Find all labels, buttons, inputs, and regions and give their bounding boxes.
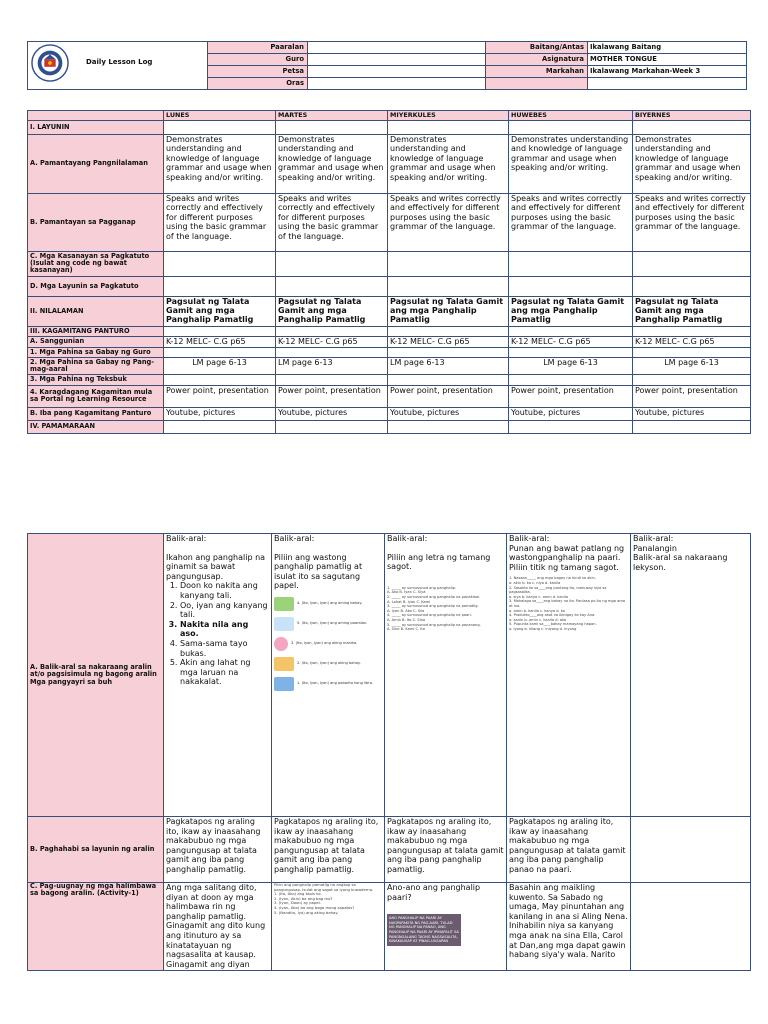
- cell[interactable]: LM page 6-13: [164, 358, 276, 375]
- cell[interactable]: [633, 252, 751, 277]
- paghahabi-label: B. Paghahabi sa layunin ng aralin: [28, 817, 164, 883]
- kasanayan-label: C. Mga Kasanayan sa Pagkatuto (Isulat ang code ng bawat kasanayan): [28, 252, 164, 277]
- cell[interactable]: [276, 252, 388, 277]
- quiz-image: 1. _____ ay sumusunod ang panghalip. A. Ako B. Iyan C. Siyá 2. _____ ay sumusunod ang panghalip na panaklaw. A. Lahat B. Iyon C. Kami 3. _____ ay sumusunod ang panghalip na pamatlig. A. Iyan B. Ako C. Sila 4. _____ ay sumusunod ang panghalip na paari. A. Amin B. Ito C. Sino 5. _____ ay sumusunod ang panghalip na pananong. A. Sino B. Kami C. Ito: [387, 585, 481, 632]
- cell[interactable]: [633, 420, 751, 433]
- cell[interactable]: Pagkatapos ng araling ito, ikaw ay inaasahang makabubuo ng mga pangungusap at talata gamit ang iba pang panghalip pamatlig.: [385, 817, 507, 883]
- cell-head: Balik-aral:: [387, 534, 428, 543]
- worksheet-item: 4. (Ito, Iyon, Iyan) ang aming bahay.: [274, 597, 382, 611]
- day-header: HUWEBES: [509, 111, 633, 121]
- cell[interactable]: Power point, presentation: [388, 385, 509, 407]
- petsa-value[interactable]: [308, 66, 486, 78]
- cell[interactable]: K-12 MELC- C.G p65: [388, 336, 509, 347]
- cell[interactable]: [509, 252, 633, 277]
- cell[interactable]: Youtube, pictures: [633, 407, 751, 420]
- day-header: LUNES: [164, 111, 276, 121]
- layunin-label: I. LAYUNIN: [28, 121, 164, 135]
- tuesday-balik-aral[interactable]: [272, 534, 385, 817]
- tuesday-activity[interactable]: [272, 883, 385, 971]
- nilalaman-label: II. NILALAMAN: [28, 296, 164, 326]
- cell[interactable]: LM page 6-13: [388, 358, 509, 375]
- list-item: 2. Oo, iyan ang kanyang tali.: [180, 601, 269, 620]
- cell[interactable]: [631, 817, 751, 883]
- cell[interactable]: Pagkatapos ng araling ito, ikaw ay inaasahang makabubuo ng mga pangungusap at talata gamit ang iba pang panghalip pamatlig.: [272, 817, 385, 883]
- cell[interactable]: [509, 375, 633, 385]
- pag-uugnay-label: C. Pag-uugnay ng mga halimbawa sa bagong aralin. (Activity-1): [28, 883, 164, 971]
- prayer-text: Panalangin: [633, 543, 677, 553]
- guro-value[interactable]: [308, 54, 486, 66]
- asignatura-value[interactable]: MOTHER TONGUE: [588, 54, 747, 66]
- oras-label: Oras: [208, 78, 308, 90]
- cell[interactable]: [388, 121, 509, 135]
- worksheet-item: 5. (Ito, Iyon, Iyan) ang aming paaralan.: [274, 617, 382, 631]
- cell[interactable]: Power point, presentation: [276, 385, 388, 407]
- cell-head: Balik-aral:: [166, 534, 207, 543]
- definition-image: ANG PANGHALIP NA PAARI AY NAGPAPAKITA NG PAG-AARI. TULAD NG PANGHALIP NA PANAO, ANG PANGHALIP NA PAARI AY IPINAPALIT SA PANGNGALANG TAONG NAGSASALITA, KINAKAUSAP AT PINAG-UUSAPAN: [387, 914, 461, 946]
- cell[interactable]: [164, 326, 276, 336]
- cell[interactable]: [388, 375, 509, 385]
- cell[interactable]: K-12 MELC- C.G p65: [633, 336, 751, 347]
- layunin-pagkatuto-label: D. Mga Layunin sa Pagkatuto: [28, 276, 164, 296]
- kagamitan-label: III. KAGAMITANG PANTURO: [28, 326, 164, 336]
- friday-balik-aral[interactable]: [631, 534, 751, 817]
- cell[interactable]: K-12 MELC- C.G p65: [276, 336, 388, 347]
- instructions: Ikahon ang panghalip na ginamit sa bawat pangungusap.: [166, 552, 266, 581]
- list-item: 3. Nakita nila ang aso.: [180, 620, 269, 639]
- lesson-table: [27, 110, 751, 434]
- asignatura-label: Asignatura: [486, 54, 588, 66]
- paaralan-label: Paaralan: [208, 42, 308, 54]
- question: Ano-ano ang panghalip paari?: [387, 883, 481, 902]
- cell[interactable]: Power point, presentation: [633, 385, 751, 407]
- cell[interactable]: [276, 375, 388, 385]
- cell[interactable]: [633, 326, 751, 336]
- cell[interactable]: Power point, presentation: [164, 385, 276, 407]
- cell[interactable]: [388, 420, 509, 433]
- cell[interactable]: Basahin ang maikling kuwento. Sa Sabado ng umaga, May pinuntahan ang kanilang in ana si Aling Nena. Inihabilin niya sa kanyang mga anak na sina Ella, Carol at Dan,ang mga dapat gawin habang siya'y wala. Narito: [507, 883, 631, 971]
- instructions: Piliin ang letra ng tamang sagot.: [387, 552, 491, 572]
- cell[interactable]: K-12 MELC- C.G p65: [509, 336, 633, 347]
- cell[interactable]: LM page 6-13: [633, 358, 751, 375]
- cell[interactable]: [164, 347, 276, 357]
- iba-kagamitan-label: B. Iba pang Kagamitang Panturo: [28, 407, 164, 420]
- school-picture-icon: [274, 617, 294, 631]
- cell[interactable]: Speaks and writes correctly and effectively for different purposes using the basic grammar of the language.: [164, 194, 276, 252]
- cell[interactable]: [509, 347, 633, 357]
- corner-cell: [28, 111, 164, 121]
- house-picture-icon: [274, 597, 294, 611]
- cell[interactable]: [509, 420, 633, 433]
- cell[interactable]: [509, 121, 633, 135]
- balik-aral-label: A. Balik-aral sa nakaraang aralin at/o pagsisimula ng bagong aralin Mga pangyayri sa buh: [28, 534, 164, 817]
- home-picture-icon: [274, 657, 294, 671]
- wednesday-activity[interactable]: [385, 883, 507, 971]
- cell[interactable]: [164, 375, 276, 385]
- baitang-value[interactable]: Ikalawang Baitang: [588, 42, 747, 54]
- cell[interactable]: [164, 121, 276, 135]
- review-text: Balik-aral sa nakaraang lekyson.: [633, 553, 728, 572]
- cell[interactable]: [276, 347, 388, 357]
- cell[interactable]: [276, 276, 388, 296]
- cell[interactable]: Demonstrates understanding and knowledge of language grammar and usage when speaking and/or writing.: [388, 135, 509, 194]
- oras-value[interactable]: [308, 78, 486, 90]
- blank-value[interactable]: [588, 78, 747, 90]
- cell[interactable]: LM page 6-13: [509, 358, 633, 375]
- worksheet-item: 2. (Ito, Iyon, Iyan) ang aking bahay.: [274, 657, 382, 671]
- wednesday-balik-aral[interactable]: [385, 534, 507, 817]
- doll-picture-icon: [274, 637, 288, 651]
- cell[interactable]: LM page 6-13: [276, 358, 388, 375]
- cell[interactable]: Demonstrates understanding and knowledge of language grammar and usage when speaking and/or writing.: [633, 135, 751, 194]
- sanggunian-label: A. Sanggunian: [28, 336, 164, 347]
- worksheet-item: 3. (Ito, Iyon, Iyan) ang aking manika.: [274, 637, 382, 651]
- pamantayan-pagganap-label: B. Pamantayan sa Pagganap: [28, 194, 164, 252]
- cell[interactable]: [164, 420, 276, 433]
- cell[interactable]: Youtube, pictures: [164, 407, 276, 420]
- cell[interactable]: Speaks and writes correctly and effectively for different purposes using the basic grammar of the language.: [276, 194, 388, 252]
- day-header: MIYERKULES: [388, 111, 509, 121]
- cell[interactable]: [509, 276, 633, 296]
- cell[interactable]: Pagkatapos ng araling ito, ikaw ay inaasahang makabubuo ng mga pangungusap at talata gamit ang iba pang panghalip panao na paari.: [507, 817, 631, 883]
- cell[interactable]: Demonstrates understanding and knowledge of language grammar and usage when speaking and/or writing.: [509, 135, 633, 194]
- cell[interactable]: [509, 326, 633, 336]
- cell[interactable]: [388, 326, 509, 336]
- book-picture-icon: [274, 677, 294, 691]
- baitang-label: Baitang/Antas: [486, 42, 588, 54]
- gabay-mag-aaral-label: 2. Mga Pahina sa Gabay ng Pang-mag-aaral: [28, 358, 164, 375]
- cell-head: Balik-aral:: [633, 534, 674, 543]
- list-item: 1. Doon ko nakita ang kanyang tali.: [180, 581, 269, 600]
- cell[interactable]: Youtube, pictures: [509, 407, 633, 420]
- cell[interactable]: Speaks and writes correctly and effectively for different purposes using the basic grammar of the language.: [633, 194, 751, 252]
- karagdagang-label: 4. Karagdagang Kagamitan mula sa Portal ng Learning Resource: [28, 385, 164, 407]
- cell[interactable]: Power point, presentation: [509, 385, 633, 407]
- cell[interactable]: Speaks and writes correctly and effectively for different purposes using the basic grammar of the language.: [509, 194, 633, 252]
- monday-balik-aral[interactable]: [164, 534, 272, 817]
- cell[interactable]: [276, 121, 388, 135]
- cell[interactable]: [633, 121, 751, 135]
- cell[interactable]: [276, 420, 388, 433]
- cell[interactable]: [388, 347, 509, 357]
- cell-head: Balik-aral:: [509, 534, 550, 543]
- cell[interactable]: Youtube, pictures: [276, 407, 388, 420]
- markahan-label: Markahan: [486, 66, 588, 78]
- activity-image: Piliin ang panghalip pamatlig na angkop sa pangungusap. Isulat ang sagot sa iyong kuwaderno. 1. (Ito, Ako) ang tapis ko. 2. (Iyon, Akin) ba ang bag mo? 3. (Iyon, Doon) ay papel. 4. (Iyan, Ako) ba ang bago mong sapatos? 5. (Nandito, Iyo) ang aking bahay.: [274, 882, 374, 915]
- cell[interactable]: Pagsulat ng Talata Gamit ang mga Panghalip Pamatlig: [388, 296, 509, 326]
- instructions: Piliin ang wastong panghalip pamatlig at isulat ito sa sagutang papel.: [274, 552, 363, 591]
- cell[interactable]: [388, 252, 509, 277]
- day-header: MARTES: [276, 111, 388, 121]
- petsa-label: Petsa: [208, 66, 308, 78]
- cell[interactable]: [388, 276, 509, 296]
- cell[interactable]: Demonstrates understanding and knowledge of language grammar and usage when speaking and/or writing.: [276, 135, 388, 194]
- header-table: [27, 41, 747, 90]
- procedure-table: [27, 533, 751, 971]
- thursday-balik-aral[interactable]: [507, 534, 631, 817]
- cell[interactable]: [276, 326, 388, 336]
- cell-head: Balik-aral:: [274, 534, 315, 543]
- teksbuk-label: 3. Mga Pahina ng Teksbuk: [28, 375, 164, 385]
- cell[interactable]: Pagsulat ng Talata Gamit ang mga Panghalip Pamatlig: [164, 296, 276, 326]
- cell[interactable]: Pagsulat ng Talata Gamit ang mga Panghalip Pamatlig: [633, 296, 751, 326]
- cell[interactable]: Speaks and writes correctly and effectively for different purposes using the basic grammar of the language.: [388, 194, 509, 252]
- cell[interactable]: [164, 252, 276, 277]
- cell[interactable]: Pagsulat ng Talata Gamit ang mga Panghalip Pamatlig: [509, 296, 633, 326]
- cell[interactable]: Ang mga salitang dito, diyan at doon ay mga halimbawa rin ng panghalip pamatlig. Ginagamit ang dito kung ang itinuturo ay sa kinatatayuan ng nagsasalita at kausap. Ginagamit ang diyan: [164, 883, 272, 971]
- instructions: Punan ang bawat patlang ng wastongpanghalip na paari. Piliin titik ng tamang sagot.: [509, 543, 625, 572]
- gabay-guro-label: 1. Mga Pahina sa Gabay ng Guro: [28, 347, 164, 357]
- cell[interactable]: [633, 375, 751, 385]
- guro-label: Guro: [208, 54, 308, 66]
- cell[interactable]: K-12 MELC- C.G p65: [164, 336, 276, 347]
- cell[interactable]: Youtube, pictures: [388, 407, 509, 420]
- cell[interactable]: Pagkatapos ng araling ito, ikaw ay inaasahang makabubuo ng mga pangungusap at talata gamit ang iba pang panghalip pamatlig.: [164, 817, 272, 883]
- list-item: 4. Sama-sama tayo bukas.: [180, 639, 269, 658]
- cell[interactable]: [633, 347, 751, 357]
- list-item: 5. Akin ang lahat ng mga laruan na nakakalat.: [180, 658, 269, 687]
- worksheet-item: 1. (Ito, Iyon, Iyan) ang paborito kong libro.: [274, 677, 382, 691]
- cell[interactable]: [164, 276, 276, 296]
- day-header: BIYERNES: [633, 111, 751, 121]
- header-logo-cell: [28, 42, 208, 90]
- cell[interactable]: Pagsulat ng Talata Gamit ang mga Panghalip Pamatlig: [276, 296, 388, 326]
- cell[interactable]: [633, 276, 751, 296]
- markahan-value[interactable]: Ikalawang Markahan-Week 3: [588, 66, 747, 78]
- pamantayang-pangnilalaman-label: A. Pamantayang Pangnilalaman: [28, 135, 164, 194]
- paaralan-value[interactable]: [308, 42, 486, 54]
- deped-seal-icon: [31, 44, 69, 82]
- blank-label: [486, 78, 588, 90]
- cell[interactable]: Demonstrates understanding and knowledge of language grammar and usage when speaking and/or writing.: [164, 135, 276, 194]
- doc-title: Daily Lesson Log: [86, 58, 153, 66]
- cell[interactable]: [631, 883, 751, 971]
- worksheet-image: [274, 597, 382, 691]
- quiz-image: 1. Nasaan_____ ang mga bagay na hindi sa akin. a. akin b. ko c. niya d. kanila 2. Sasakto ko sa____ang pantang ito, mahusay siya sa pagsasalita. a. siya b. kanya c. amin d. kanila 3. Mahalaga sa____ang bahay na ito. Panlasa po ito ng mga ama at ina. a. amin b. kanila c. kanya d. ko 4. Produkto____ang akat na ibinigay ko kay Ana. a. kanin b. amin c. kanila d. ako 5. Pupunta kami sa____bahay mamayang hapon. a. iyong b. kilang c. iniyong d. inyong: [509, 576, 626, 631]
- pamamaraan-label: IV. PAMAMARAAN: [28, 420, 164, 433]
- sentence-list: [166, 581, 269, 687]
